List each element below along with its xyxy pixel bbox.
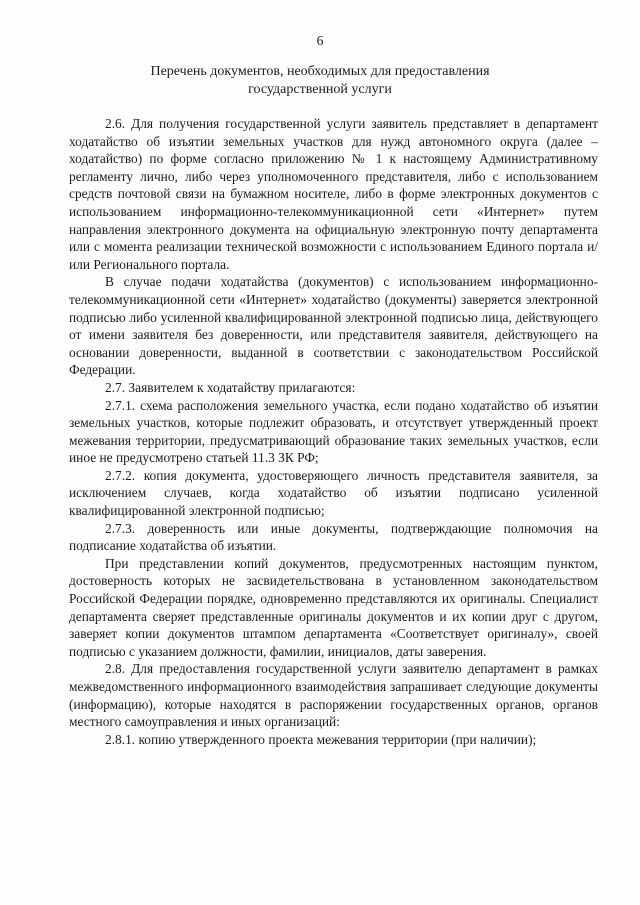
paragraph-2-8-1: 2.8.1. копию утвержденного проекта межевания территории (при наличии); (105, 731, 537, 747)
paragraph-2-7-3: 2.7.3. доверенность или иные документы, подтверждающие полномочия на подписание ходатайства об изъятии. (69, 520, 598, 554)
heading-line-1: Перечень документов, необходимых для предоставления (150, 64, 490, 79)
section-heading (100, 63, 540, 99)
paragraph-2-7-2: 2.7.2. копия документа, удостоверяющего личность представителя заявителя, за исключением случаев, когда ходатайство об изъятии подписано усиленной квалифицированной электронной подписью; (69, 467, 598, 519)
page-number: 6 (316, 33, 324, 48)
heading-line-2: государственной услуги (248, 82, 392, 97)
document-body (69, 115, 598, 748)
paragraph-2-7: 2.7. Заявителем к ходатайству прилагаются: (105, 379, 356, 395)
paragraph-2-7-1: 2.7.1. схема расположения земельного участка, если подано ходатайство об изъятии земельных участков, которые подлежит образовать, и отсутствует утвержденный проект межевания территории, предусматривающий образование таких земельных участков, если иное не предусмотрено статьей 11.3 ЗК РФ; (69, 397, 598, 466)
paragraph-2-8: 2.8. Для предоставления государственной услуги заявителю департамент в рамках межведомственного информационного взаимодействия запрашивает следующие документы (информацию), которые находятся в распоряжении государственных органов, органов местного самоуправления и иных организаций: (69, 661, 598, 730)
paragraph-copies-verification: При представлении копий документов, предусмотренных настоящим пунктом, достоверность которых не засвидетельствована в установленном законодательством Российской Федерации порядке, одновременно представляются их оригиналы. Специалист департамента сверяет представленные оригиналы документов и их копии друг с другом, заверяет копии документов штампом департамента «Соответствует оригиналу», своей подписью с указанием должности, фамилии, инициалов, даты заверения. (69, 555, 598, 659)
paragraph-2-6: 2.6. Для получения государственной услуги заявитель представляет в департамент ходатайство об изъятии земельных участков для нужд автономного округа (далее – ходатайство) по форме согласно приложению № 1 к настоящему Административному регламенту лично, либо через уполномоченного представителя, либо с использованием средств почтовой связи на бумажном носителе, либо в форме электронных документов с использованием информационно-телекоммуникационной сети «Интернет» путем направления электронного документа на официальную электронную почту департамента или с момента реализации технической возможности с использованием Единого портала и/или Регионального портала. (69, 116, 598, 272)
paragraph-electronic-submission: В случае подачи ходатайства (документов) с использованием информационно-телекоммуникационной сети «Интернет» ходатайство (документы) заверяется электронной подписью либо усиленной квалифицированной электронной подписью лица, действующего от имени заявителя без доверенности, или представителя заявителя, действующего на основании доверенности, выданной в соответствии с законодательством Российской Федерации. (69, 274, 598, 378)
